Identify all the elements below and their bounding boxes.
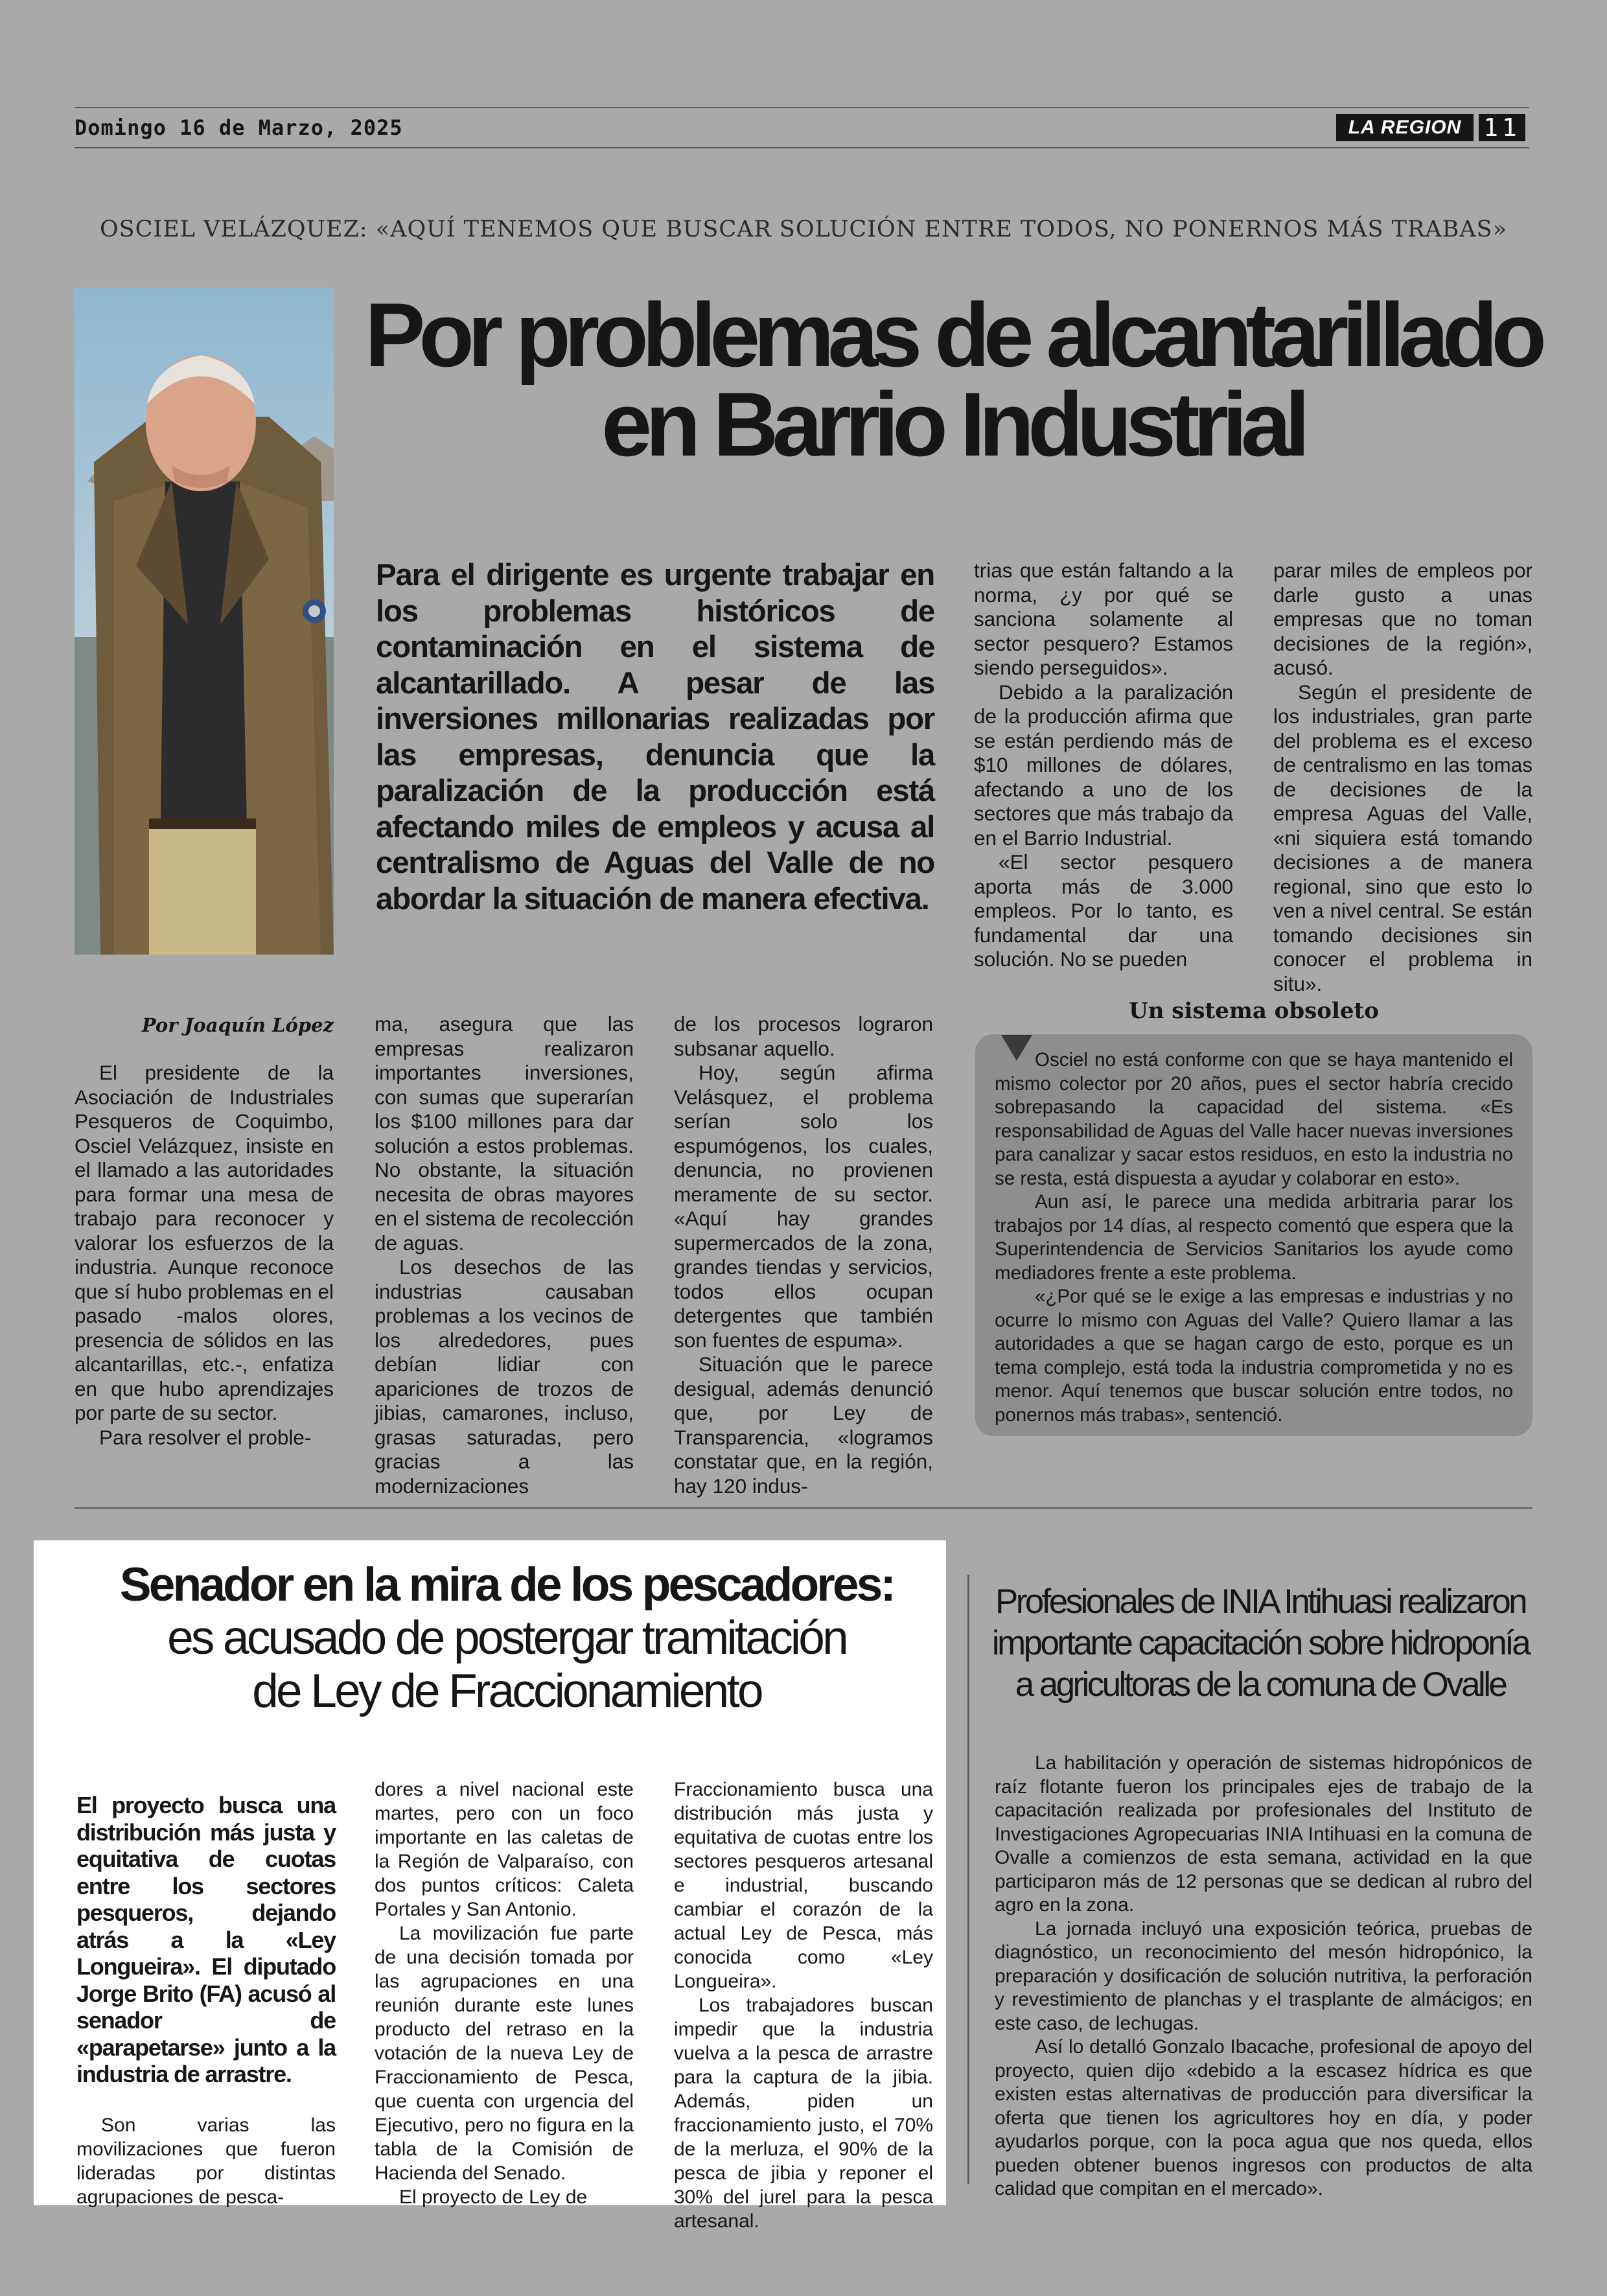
article3-headline-line1: Profesionales de INIA Intihuasi realizaron [995,1583,1526,1621]
article1-body-column-3 [674,1012,933,1498]
article2-headline-line2: es acusado de postergar tramitación [167,1612,846,1664]
article1-top-column-1 [974,559,1233,972]
paragraph: Así lo detalló Gonzalo Ibacache, profesional de apoyo del proyecto, quien dijo «debido a la escasez hídrica es que existen estas alternativas de producción para diversificar la oferta que tienen los agricultores hoy en día, y poder ayudarlos porque, con la poca agua que nos queda, ellos pueden obtener buenos ingresos con productos de alta calidad que compitan en el mercado». [995,2036,1532,2199]
article2-headline-line1: Senador en la mira de los pescadores: [119,1559,894,1611]
paragraph: Debido a la paralización de la producción afirma que se están perdiendo más de $10 millones de dólares, afectando a uno de los sectores que más trabajo da en el Barrio Industrial. [974,680,1233,850]
article1-headline-line2: en Barrio Industrial [601,373,1304,475]
article1-headline [360,284,1545,475]
paragraph: La movilización fue parte de una decisión tomada por las agrupaciones en una reunión durante este lunes producto del retraso en la votación de la nueva Ley de Fraccionamiento de Pesca, que cuenta con urgencia del Ejecutivo, pero no figura en la tabla de la Comisión de Hacienda del Senado. [375,1923,634,2184]
paragraph: «El sector pesquero aporta más de 3.000 empleos. Por lo tanto, es fundamental dar una solución. No se pueden [974,850,1233,971]
paragraph: Situación que le parece desigual, además denunció que, por Ley de Transparencia, «logramos constatar que, en la región, hay 120 indus- [674,1352,933,1498]
paragraph: El presidente de la Asociación de Industriales Pesqueros de Coquimbo, Osciel Velázquez, insiste en el llamado a las autoridades para formar una mesa de trabajo para reconocer y valorar los esfuerzos de la industria. Aunque reconoce que sí hubo problemas en el pasado -malos olores, presencia de sólidos en las alcantarillas, etc.-, enfatiza en que hubo aprendizajes por parte de su sector. [75,1061,334,1424]
paragraph: Aun así, le parece una medida arbitraria parar los trabajos por 14 días, al respecto comentó que espera que la Superintendencia de Servicios Sanitarios los ayude como mediadores frente a este problema. [995,1191,1513,1284]
article3-vertical-divider [967,1575,969,2184]
paragraph: Osciel no está conforme con que se haya mantenido el mismo colector por 20 años, pues el sector habría crecido sobrepasando la capacidad del sistema. «Es responsabilidad de Aguas del Valle hacer nuevas inversiones para canalizar y sacar estos residuos, en esto la industria no se resta, está dispuesta a ayudar y colaborar en esto». [995,1049,1513,1189]
paragraph: Según el presidente de los industriales, gran parte del problema es el exceso de centralismo en las tomas de decisiones de la empresa Aguas del Valle, «ni siquiera está tomando decisiones a de manera regional, sino que esto lo ven a nivel central. Se están tomando decisiones sin conocer el problema in situ». [1273,680,1532,995]
paragraph: La jornada incluyó una exposición teórica, pruebas de diagnóstico, un reconocimiento del mesón hidropónico, la preparación y dosificación de solución nutritiva, la perforación y revestimiento de planchas y el trasplante de almácigos; en este caso, de lechugas. [995,1918,1532,2034]
paragraph: La habilitación y operación de sistemas hidropónicos de raíz flotante fueron los principales ejes de trabajo de la capacitación realizada por profesionales del Instituto de Investigaciones Agropecuarias INIA Intihuasi en la comuna de Ovalle a comienzos de esta semana, actividad en la que participaron más de 12 personas que se dedican al rubro del agro en la zona. [995,1752,1532,1916]
paragraph: Hoy, según afirma Velásquez, el problema serían solo los espumógenos, los cuales, denuncia, no provienen meramente de su sector. «Aquí hay grandes supermercados de la zona, grandes tiendas y servicios, todos ellos ocupan detergentes que también son fuentes de espuma». [674,1061,933,1352]
article2-headline-line3: de Ley de Fraccionamiento [252,1665,761,1717]
sidebar-title: Un sistema obsoleto [1129,998,1379,1024]
article2-headline [34,1559,980,1718]
paragraph: trias que están faltando a la norma, ¿y por qué se sanciona solamente al sector pesquero? Estamos siendo perseguidos». [974,559,1233,679]
article1-headline-line1: Por problemas de alcantarillado [365,284,1540,386]
paragraph: de los procesos lograron subsanar aquello. [674,1012,933,1060]
article1-lead: Para el dirigente es urgente trabajar en los problemas históricos de contaminación en el sistema de alcantarillado. A pesar de las inversiones millonarias realizadas por las empresas, denuncia que la paralización de la producción está afectando miles de empleos y acusa al centralismo de Aguas del Valle de no abordar la situación de manera efectiva. [376,558,934,916]
article2-column-2 [375,1778,634,2209]
paragraph: El proyecto de Ley de [399,2186,588,2208]
paragraph: ma, asegura que las empresas realizaron importantes inversiones, con sumas que superarían los $100 millones para dar solución a estos problemas. No obstante, la situación necesita de obras mayores en el sistema de recolección de aguas. [375,1012,634,1255]
article3-headline [975,1581,1545,1706]
paragraph: Para resolver el proble- [99,1425,312,1449]
paragraph: Los desechos de las industrias causaban problemas a los vecinos de los alrededores, pues debían lidiar con apariciones de trozos de jibias, camarones, incluso, grasas saturadas, pero gracias a las modernizaciones [375,1255,634,1498]
header-top-rule [75,107,1529,108]
article1-kicker: OSCIEL VELÁZQUEZ: «AQUÍ TENEMOS QUE BUSCAR SOLUCIÓN ENTRE TODOS, NO PONERNOS MÁS TRABAS» [99,216,1508,242]
paragraph: Son varias las movilizaciones que fueron lideradas por distintas agrupaciones de pesca- [76,2115,336,2208]
article1-body-column-2 [375,1012,634,1498]
newspaper-brand: LA REGION [1336,114,1474,141]
article3-headline-line2: importante capacitación sobre hidroponía [991,1624,1529,1662]
paragraph: dores a nivel nacional este martes, pero con un foco importante en las caletas de la Región de Valparaíso, con dos puntos críticos: Caleta Portales y San Antonio. [375,1779,634,1920]
article2-column-3 [674,1778,933,2233]
paragraph: Los trabajadores buscan impedir que la industria vuelva a la pesca de arrastre para la captura de la jibia. Además, piden un fraccionamiento justo, el 70% de la merluza, el 90% de la pesca de jibia y reponer el 30% del jurel para la pesca artesanal. [674,1995,933,2232]
section-divider [75,1507,1532,1509]
paragraph: parar miles de empleos por darle gusto a unas empresas que no toman decisiones de la región», acusó. [1273,559,1532,679]
paragraph: «¿Por qué se le exige a las empresas e industrias y no ocurre lo mismo con Aguas del Valle? Quiero llamar a las autoridades a que se hagan cargo de esto, porque es un tema complejo, está toda la industria comprometida y no es menor. Aquí tenemos que buscar solución entre todos, no ponernos más trabas», sentenció. [995,1286,1513,1426]
header-bottom-rule [75,147,1529,148]
article1-top-column-2 [1273,559,1532,996]
article1-byline: Por Joaquín López [141,1014,334,1036]
paragraph: Fraccionamiento busca una distribución más justa y equitativa de cuotas entre los sectores pesqueros artesanal e industrial, buscando cambiar el corazón de la actual Ley de Pesca, más conocida como «Ley Longueira». [674,1779,933,1992]
article2-lead: El proyecto busca una distribución más justa y equitativa de cuotas entre los sectores pesqueros, dejando atrás a la «Ley Longueira». El diputado Jorge Brito (FA) acusó al senador de «parapetarse» junto a la industria de arrastre. [76,1792,336,2087]
article1-body-column-1 [75,1061,334,1450]
article3-headline-line3: a agricultoras de la comuna de Ovalle [1015,1665,1506,1704]
header-date: Domingo 16 de Marzo, 2025 [75,115,403,140]
article2-column-1 [76,2113,336,2209]
article1-portrait-photo [75,287,334,955]
article3-body [995,1752,1532,2201]
sidebar-text [995,1049,1513,1427]
page-number: 11 [1479,114,1525,141]
